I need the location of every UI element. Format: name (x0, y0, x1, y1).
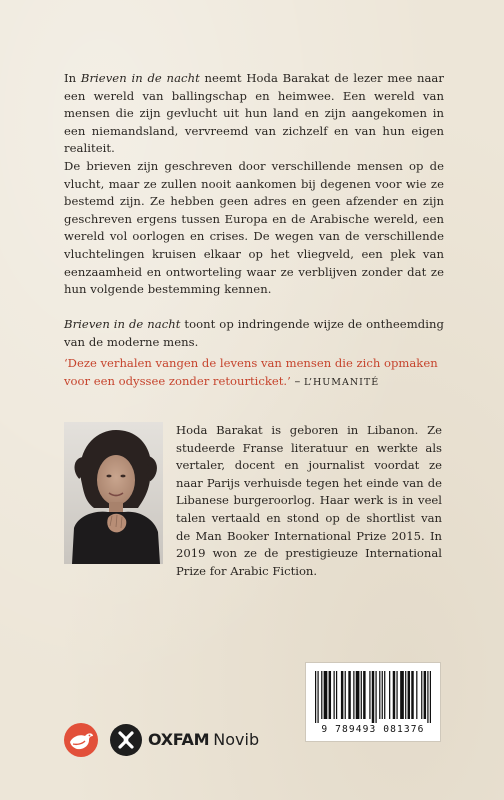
oxfam-sub: Novib (213, 730, 260, 749)
barcode-bar (427, 671, 428, 723)
blurb-intro: In (64, 71, 81, 85)
barcode-bar (421, 671, 422, 719)
barcode-bars (315, 671, 431, 723)
oxfam-logo-icon (110, 724, 142, 756)
barcode-bar (408, 671, 410, 719)
barcode-bar (396, 671, 397, 719)
barcode-bar (416, 671, 417, 719)
quote-dash: – (290, 373, 304, 388)
barcode-bar (315, 671, 316, 723)
isbn-number: 9 789493 081376 (321, 724, 425, 735)
barcode-bar (393, 671, 395, 719)
barcode-bar (334, 671, 335, 719)
isbn-barcode (305, 662, 441, 742)
blurb-paragraph-1-text: neemt Hoda Barakat de lezer mee naar een wereld van ballingschap en heimwee. Een wereld van mensen die zijn gevlucht uit hun land en zijn aangekomen in een niemandsland, vervreemd van zichzelf en van hun eigen realiteit. (64, 71, 444, 156)
book-blurb (64, 70, 444, 352)
oxfam-brand: OXFAM (148, 730, 210, 749)
barcode-bar (321, 671, 322, 719)
barcode-bar (329, 671, 331, 719)
barcode-bar (324, 671, 328, 719)
blurb-paragraph-3-text: toont op indringende wijze de ontheemding van de moderne mens. (64, 317, 444, 349)
barcode-bar (336, 671, 337, 719)
barcode-bar (372, 671, 374, 723)
author-photo (64, 422, 163, 564)
barcode-bar (341, 671, 343, 719)
oxfam-novib-wordmark (148, 729, 259, 751)
bird-logo-icon (64, 723, 98, 757)
barcode-bar (384, 671, 385, 719)
blurb-paragraph-3 (64, 316, 444, 351)
barcode-bar (411, 671, 413, 719)
barcode-bar (400, 671, 404, 719)
quote-source: L’HUMANITÉ (303, 376, 380, 388)
barcode-bar (369, 671, 370, 719)
barcode-bar (353, 671, 354, 719)
barcode-bar (375, 671, 376, 723)
barcode-bar (348, 671, 350, 719)
book-title-italic: Brieven in de nacht (64, 317, 181, 332)
barcode-bar (424, 671, 426, 719)
book-title-italic: Brieven in de nacht (80, 71, 200, 85)
barcode-bar (382, 671, 383, 719)
barcode-bar (345, 671, 346, 719)
author-portrait-image (64, 422, 163, 564)
review-quote (64, 355, 454, 391)
barcode-bar (363, 671, 365, 719)
barcode-bar (317, 671, 318, 723)
author-bio: Hoda Barakat is geboren in Libanon. Ze studeerde Franse literatuur en werkte als vertaler, docent en journalist voordat ze naar Parijs verhuisde tegen het einde van de Libanese burgeroorlog. Haar werk is in veel talen vertaald en stond op de shortlist van de Man Booker International Prize 2015. In 2019 won ze de prestigieuze International Prize for Arabic Fiction. (176, 423, 442, 578)
barcode-bar (430, 671, 431, 723)
barcode-bar (379, 671, 380, 719)
blurb-paragraph-2: De brieven zijn geschreven door verschillende mensen op de vlucht, maar ze zullen nooit aankomen bij degenen voor wie ze bestemd zijn. Ze hebben geen adres en geen afzender en zijn geschreven ergens tussen Europa en de Arabische wereld, een wereld vol oorlogen en crises. De wegen van de verschillende vluchtelingen kruisen elkaar op het vliegveld, een plek van eenzaamheid en ontworteling waar ze verblijven zonder dat ze hun volgende bestemming kennen. (64, 158, 444, 297)
barcode-bar (361, 671, 362, 719)
barcode-bar (389, 671, 390, 719)
blurb-paragraph-1 (64, 70, 444, 158)
barcode-bar (356, 671, 360, 719)
quote-text: ‘Deze verhalen vangen de levens van mensen die zich opmaken voor een odyssee zonder retourticket.’ (64, 356, 438, 388)
barcode-bar (405, 671, 406, 719)
